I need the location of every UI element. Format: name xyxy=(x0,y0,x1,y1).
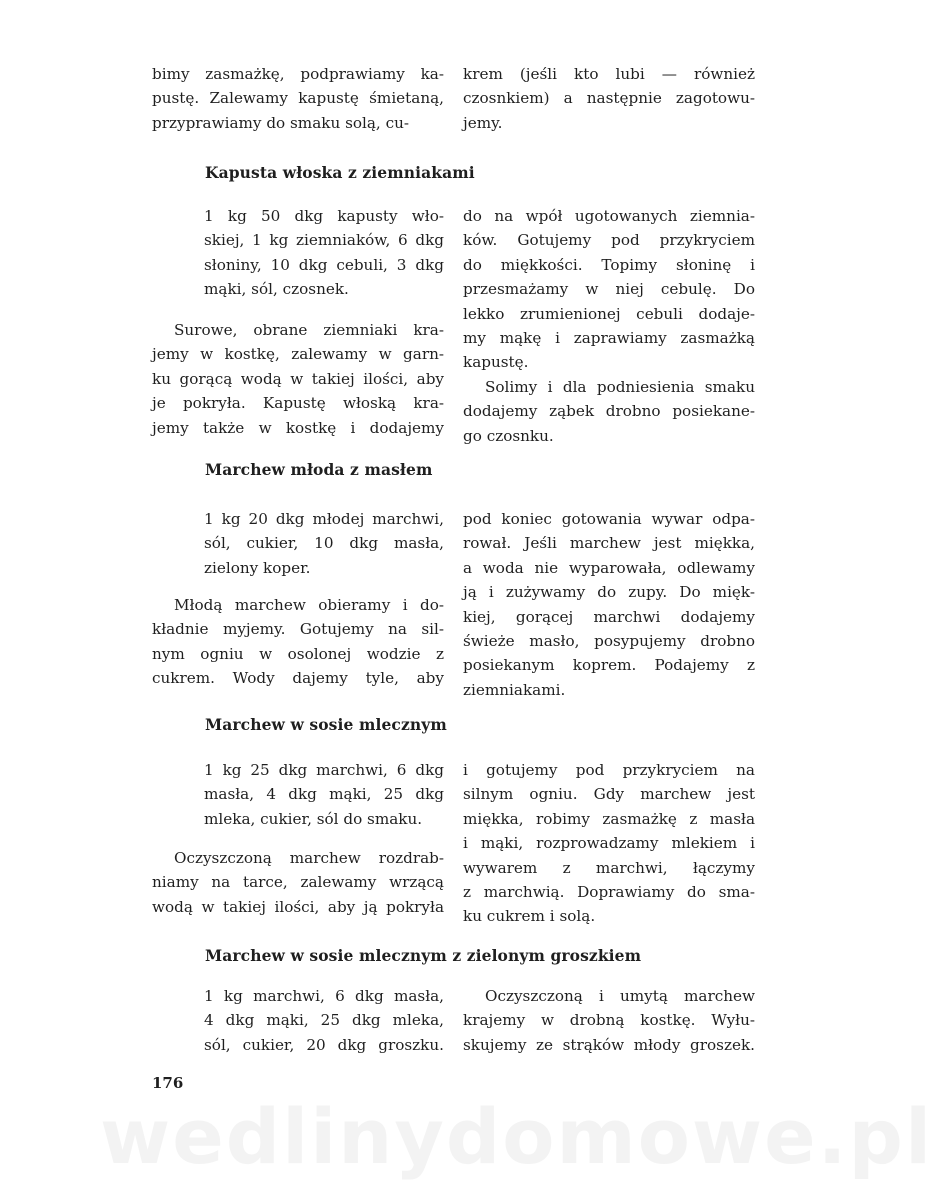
watermark: wedlinydomowe.pl xyxy=(100,1092,933,1181)
text-line: 1 kg 50 dkg kapusty wło- xyxy=(204,207,444,225)
text-line: z marchwią. Doprawiamy do sma- xyxy=(463,883,755,902)
text-line: miękka, robimy zasmażkę z masła xyxy=(463,809,755,828)
text-line: ją i zużywamy do zupy. Do mięk- xyxy=(463,583,755,602)
text-line: pod koniec gotowania wywar odpa- xyxy=(463,510,755,528)
text-line: i mąki, rozprowadzamy mlekiem i xyxy=(463,834,755,853)
text-line: 4 dkg mąki, 25 dkg mleka, xyxy=(204,1011,444,1030)
text-line: dodajemy ząbek drobno posiekane- xyxy=(463,402,755,421)
text-line: skiej, 1 kg ziemniaków, 6 dkg xyxy=(204,231,444,250)
recipe-title: Marchew młoda z masłem xyxy=(205,460,433,479)
text-line: pustę. Zalewamy kapustę śmietaną, xyxy=(152,89,444,108)
text-line: posiekanym koprem. Podajemy z xyxy=(463,656,755,675)
intro-left-text xyxy=(152,62,444,135)
text-line: ziemniakami. xyxy=(463,680,566,699)
text-line-content: Solimy i dla podniesienia smaku xyxy=(485,377,755,396)
text-line: mąki, sól, czosnek. xyxy=(204,280,349,299)
text-line: słoniny, 10 dkg cebuli, 3 dkg xyxy=(204,255,444,274)
text-line xyxy=(463,984,755,1008)
text-line: niamy na tarce, zalewamy wrzącą xyxy=(152,873,444,892)
page-number: 176 xyxy=(152,1074,184,1092)
text-line: wodą w takiej ilości, aby ją pokryła xyxy=(152,897,444,916)
text-line: a woda nie wyparowała, odlewamy xyxy=(463,558,755,577)
text-line: lekko zrumienionej cebuli dodaje- xyxy=(463,304,755,323)
text-line: sól, cukier, 20 dkg groszku. xyxy=(204,1035,444,1054)
recipe-method-right xyxy=(463,984,755,1057)
text-line: ków. Gotujemy pod przykryciem xyxy=(463,231,755,250)
text-line: przyprawiamy do smaku solą, cu- xyxy=(152,113,410,132)
recipe-method-right xyxy=(463,758,755,929)
text-line-content: Młodą marchew obieramy i do- xyxy=(174,596,444,614)
text-line: sól, cukier, 10 dkg masła, xyxy=(204,534,444,553)
text-line: skujemy ze strąków młody groszek. xyxy=(463,1035,755,1054)
text-line-content: Oczyszczoną marchew rozdrab- xyxy=(174,849,444,867)
text-line: je pokryła. Kapustę włoską kra- xyxy=(152,394,444,413)
text-line: masła, 4 dkg mąki, 25 dkg xyxy=(204,785,444,804)
text-line: 1 kg 25 dkg marchwi, 6 dkg xyxy=(204,761,444,779)
recipe-method-left xyxy=(152,846,444,919)
text-line-content: Surowe, obrane ziemniaki kra- xyxy=(174,321,444,339)
text-line: kapustę. xyxy=(463,353,529,372)
text-line: jemy także w kostkę i dodajemy xyxy=(152,418,444,437)
text-line: ku gorącą wodą w takiej ilości, aby xyxy=(152,369,444,388)
recipe-title: Kapusta włoska z ziemniakami xyxy=(205,163,475,182)
text-line xyxy=(152,846,444,870)
text-line: kładnie myjemy. Gotujemy na sil- xyxy=(152,620,444,639)
recipe-ingredients xyxy=(152,204,444,302)
text-line: i gotujemy pod przykryciem na xyxy=(463,761,755,779)
text-line: zielony koper. xyxy=(204,558,311,577)
text-line: przesmażamy w niej cebulę. Do xyxy=(463,280,755,299)
text-line: do miękkości. Topimy słoninę i xyxy=(463,255,755,274)
text-line xyxy=(463,375,755,399)
recipe-method-left xyxy=(152,593,444,691)
text-line: my mąkę i zaprawiamy zasmażką xyxy=(463,329,755,348)
text-line: nym ogniu w osolonej wodzie z xyxy=(152,644,444,663)
intro-right-text xyxy=(463,62,755,135)
recipe-ingredients xyxy=(152,507,444,580)
recipe-ingredients xyxy=(152,984,444,1057)
text-line: rował. Jeśli marchew jest miękka, xyxy=(463,534,755,553)
text-line: do na wpół ugotowanych ziemnia- xyxy=(463,207,755,225)
text-line: go czosnku. xyxy=(463,426,554,445)
recipe-method-left xyxy=(152,318,444,440)
text-line: czosnkiem) a następnie zagotowu- xyxy=(463,89,755,108)
recipe-ingredients xyxy=(152,758,444,831)
text-line: świeże masło, posypujemy drobno xyxy=(463,632,755,651)
recipe-title: Marchew w sosie mlecznym z zielonym groszkiem xyxy=(205,946,642,965)
text-line: 1 kg marchwi, 6 dkg masła, xyxy=(204,987,444,1005)
text-line: 1 kg 20 dkg młodej marchwi, xyxy=(204,510,444,528)
text-line: mleka, cukier, sól do smaku. xyxy=(204,809,423,828)
text-line: silnym ogniu. Gdy marchew jest xyxy=(463,785,755,804)
text-line: ku cukrem i solą. xyxy=(463,907,596,926)
text-line: krajemy w drobną kostkę. Wyłu- xyxy=(463,1011,755,1030)
recipe-method-right xyxy=(463,507,755,702)
text-line xyxy=(152,593,444,617)
recipe-method-right xyxy=(463,204,755,448)
recipe-title: Marchew w sosie mlecznym xyxy=(205,715,447,734)
text-line xyxy=(152,318,444,342)
text-line: cukrem. Wody dajemy tyle, aby xyxy=(152,669,444,688)
text-line: krem (jeśli kto lubi — również xyxy=(463,65,755,83)
text-line: jemy w kostkę, zalewamy w garn- xyxy=(152,345,444,364)
text-line: wywarem z marchwi, łączymy xyxy=(463,858,755,877)
text-line: jemy. xyxy=(463,113,503,132)
text-line-content: Oczyszczoną i umytą marchew xyxy=(485,987,755,1005)
text-line: bimy zasmażkę, podprawiamy ka- xyxy=(152,65,444,83)
text-line: kiej, gorącej marchwi dodajemy xyxy=(463,607,755,626)
